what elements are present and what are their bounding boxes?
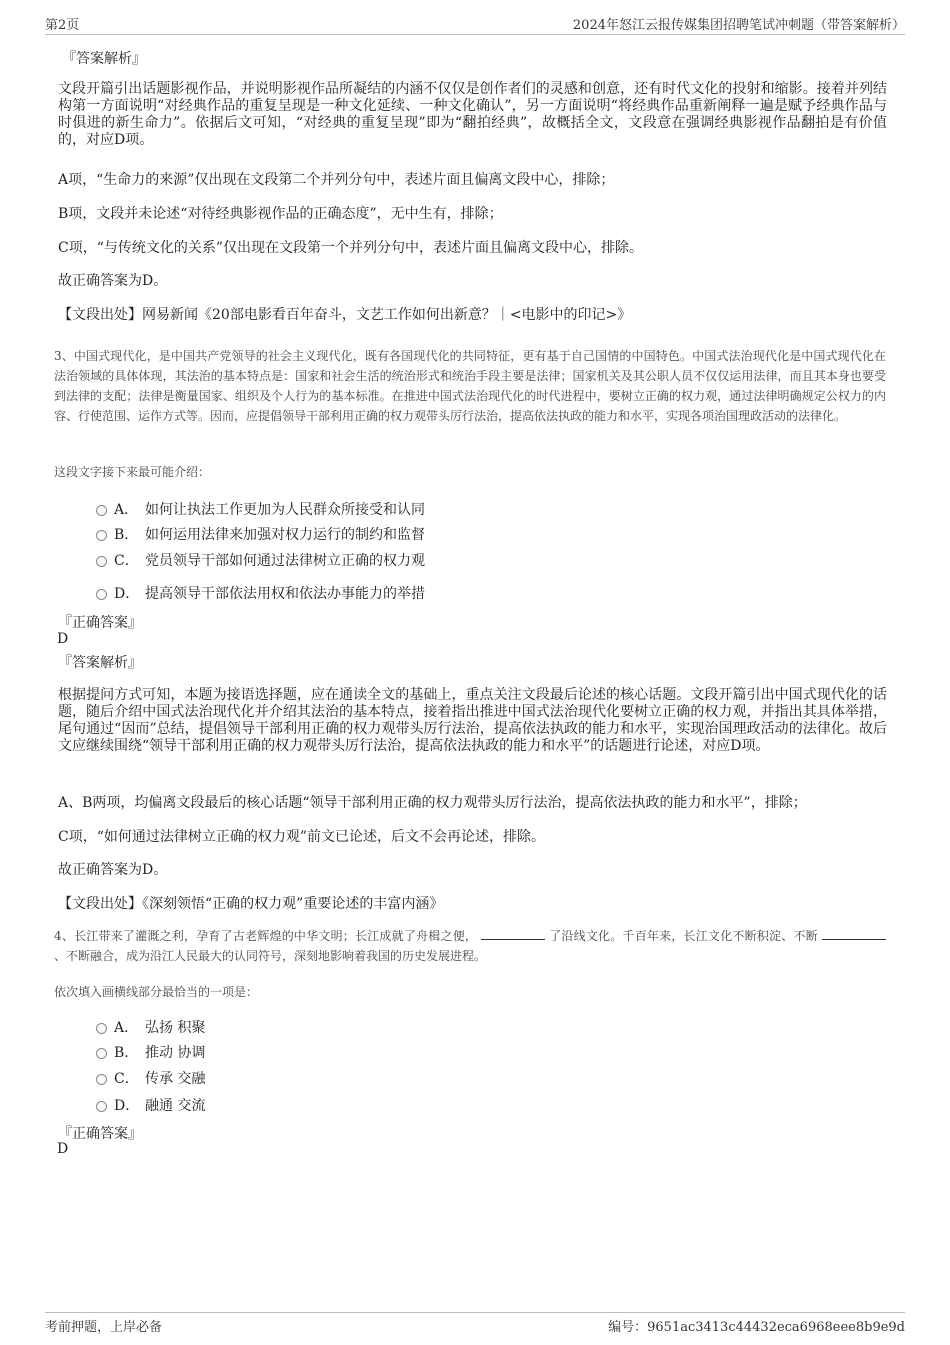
option-letter: C． (114, 1071, 139, 1087)
q2-analysis-text: 文段开篇引出话题影视作品，并说明影视作品所凝结的内涵不仅仅是创作者们的灵感和创意，还有时代文化的投射和缩影。接着并列结构第一方面说明“对经典作品的重复呈现是一种文化延续、一种文化确认”，另一方面说明“将经典作品重新阐释一遍是赋予经典作品与时俱进的新生命力”。依据后文可知，“对经典的重复呈现”即为“翻拍经典”，故概括全文，文段意在强调经典影视作品翻拍是有价值的，对应D项。 (58, 81, 887, 148)
option-text: 如何让执法工作更加为人民群众所接受和认同 (145, 502, 425, 518)
option-letter: B． (114, 1045, 139, 1061)
page-header (45, 12, 905, 35)
q4-question: 依次填入画横线部分最恰当的一项是： (54, 985, 259, 999)
q3-question: 这段文字接下来最可能介绍： (54, 465, 211, 479)
q3-answer-label: 『正确答案』 (58, 615, 142, 631)
q2-analysis-label: 『答案解析』 (62, 51, 146, 67)
q4-stem-part1: 4、长江带来了灌溉之利，孕育了古老辉煌的中华文明；长江成就了舟楫之便， (54, 929, 478, 943)
radio-icon[interactable] (96, 505, 107, 516)
radio-icon[interactable] (96, 530, 107, 541)
q3-analysis-text: 根据提问方式可知，本题为接语选择题，应在通读全文的基础上，重点关注文段最后论述的核心话题。文段开篇引出中国式现代化的话题，随后介绍中国式法治现代化并介绍其法治的基本特点，接着指出推进中国式法治现代化要树立正确的权力观，并指出其具体举措，尾句通过“因而”总结，提倡领导干部利用正确的权力观带头厉行法治，提高依法执政的能力和水平，实现治国理政活动的法律化。故后文应继续围绕“领导干部利用正确的权力观带头厉行法治，提高依法执政的能力和水平”的话题进行论述，对应D项。 (58, 687, 887, 754)
q4-stem-part2: 了沿线文化。千百年来，长江文化不断积淀、不断 (549, 929, 818, 943)
q3-option-ab-note: A、B两项，均偏离文段最后的核心话题“领导干部利用正确的权力观带头厉行法治，提高依法执政的能力和水平”，排除； (58, 795, 807, 811)
radio-icon[interactable] (96, 589, 107, 600)
option-letter: C． (114, 553, 139, 569)
footer-slogan: 考前押题，上岸必备 (45, 1320, 163, 1335)
fill-blank-2[interactable] (822, 927, 886, 940)
option-letter: D． (114, 586, 140, 602)
option-text: 推动 协调 (145, 1045, 206, 1061)
q3-answer: D (57, 631, 69, 647)
option-text: 提高领导干部依法用权和依法办事能力的举措 (145, 586, 425, 602)
q2-option-a-note: A项，“生命力的来源”仅出现在文段第二个并列分句中，表述片面且偏离文段中心，排除； (58, 172, 615, 188)
radio-icon[interactable] (96, 1101, 107, 1112)
option-text: 传承 交融 (145, 1071, 206, 1087)
q4-stem (54, 926, 886, 966)
q2-source: 【文段出处】网易新闻《20部电影看百年奋斗，文艺工作如何出新意？｜<电影中的印记>》 (58, 307, 632, 323)
q3-source: 【文段出处】《深刻领悟“正确的权力观”重要论述的丰富内涵》 (58, 896, 444, 912)
q2-option-c-note: C项，“与传统文化的关系”仅出现在文段第一个并列分句中，表述片面且偏离文段中心，排除。 (58, 240, 644, 256)
q3-option-c-note: C项，“如何通过法律树立正确的权力观”前文已论述，后文不会再论述，排除。 (58, 829, 546, 845)
option-letter: A． (114, 502, 139, 518)
radio-icon[interactable] (96, 556, 107, 567)
radio-icon[interactable] (96, 1074, 107, 1085)
option-text: 党员领导干部如何通过法律树立正确的权力观 (145, 553, 425, 569)
q2-conclusion: 故正确答案为D。 (58, 273, 168, 289)
option-text: 融通 交流 (145, 1098, 206, 1114)
page-number: 第2页 (45, 18, 80, 33)
q3-analysis-label: 『答案解析』 (58, 655, 142, 671)
option-text: 弘扬 积聚 (145, 1020, 206, 1036)
option-text: 如何运用法律来加强对权力运行的制约和监督 (145, 527, 425, 543)
option-letter: A． (114, 1020, 139, 1036)
page-footer (45, 1312, 905, 1335)
q4-answer: D (57, 1141, 69, 1157)
radio-icon[interactable] (96, 1048, 107, 1059)
q3-conclusion: 故正确答案为D。 (58, 862, 168, 878)
document-id: 编号：9651ac3413c44432eca6968eee8b9e9d (608, 1320, 905, 1335)
radio-icon[interactable] (96, 1023, 107, 1034)
q4-answer-label: 『正确答案』 (58, 1126, 142, 1142)
q2-option-b-note: B项，文段并未论述“对待经典影视作品的正确态度”，无中生有，排除； (58, 206, 503, 222)
document-title: 2024年怒江云报传媒集团招聘笔试冲刺题（带答案解析） (572, 18, 905, 33)
fill-blank-1[interactable] (481, 927, 545, 940)
q3-stem: 3、中国式现代化，是中国共产党领导的社会主义现代化，既有各国现代化的共同特征，更有基于自己国情的中国特色。中国式法治现代化是中国式现代化在法治领域的具体体现，其法治的基本特点是：国家和社会生活的统治形式和统治手段主要是法律；国家机关及其公职人员不仅仅运用法律，而且其本身也要受到法律的支配；法律是衡量国家、组织及个人行为的基本标准。在推进中国式法治现代化的时代进程中，要树立正确的权力观，通过法律明确规定公权力的内容、行使范围、运作方式等。因而，应提倡领导干部利用正确的权力观带头厉行法治，提高依法执政的能力和水平，实现各项治国理政活动的法律化。 (54, 349, 886, 423)
option-letter: D． (114, 1098, 140, 1114)
q4-stem-part3: 、不断融合，成为沿江人民最大的认同符号，深刻地影响着我国的历史发展进程。 (54, 949, 487, 963)
option-letter: B． (114, 527, 139, 543)
